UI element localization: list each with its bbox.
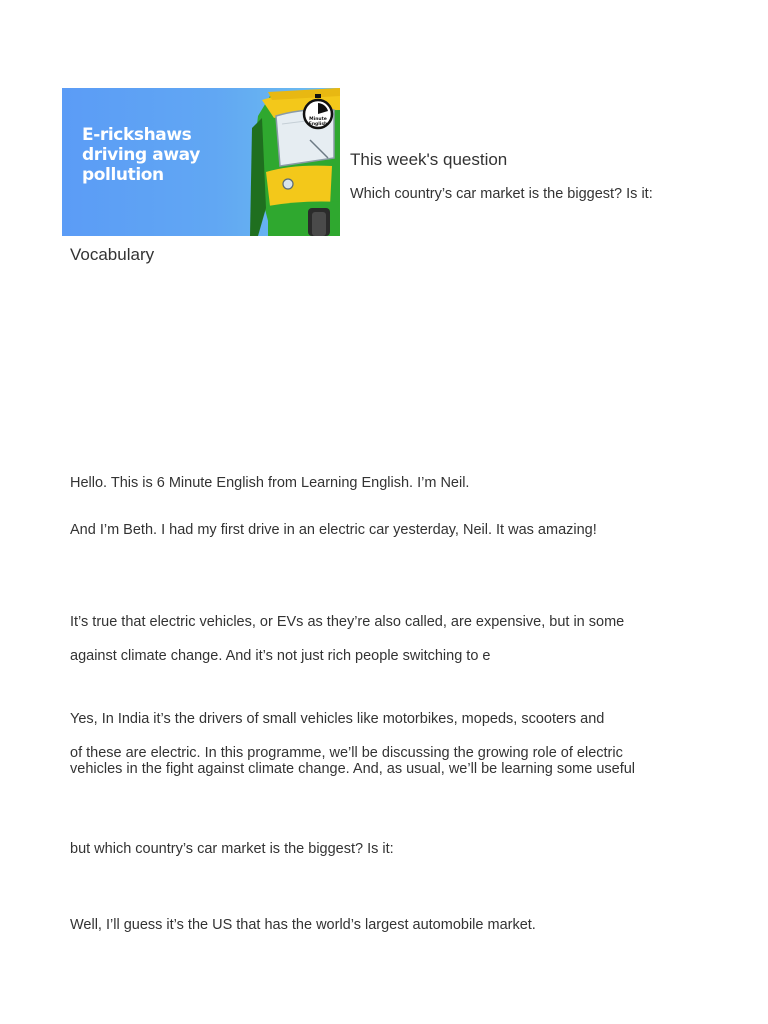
banner-title-line: E-rickshaws — [82, 125, 192, 145]
question-text: Which country’s car market is the biggest? Is it: — [350, 186, 653, 202]
banner-title-line: pollution — [82, 165, 164, 185]
transcript-line: of these are electric. In this programme, we’ll be discussing the growing role of electric — [70, 745, 623, 761]
article-banner-image — [62, 88, 340, 236]
stopwatch-icon — [302, 94, 334, 130]
question-heading: This week's question — [350, 150, 508, 169]
vocabulary-heading: Vocabulary — [70, 245, 155, 264]
svg-text:English: English — [308, 122, 328, 127]
transcript-line: Hello. This is 6 Minute English from Learning English. I’m Neil. — [70, 475, 470, 491]
rickshaw-illustration — [62, 88, 340, 236]
transcript-line: And I’m Beth. I had my first drive in an electric car yesterday, Neil. It was amazing! — [70, 522, 597, 538]
transcript-line: Well, I’ll guess it’s the US that has the world’s largest automobile market. — [70, 917, 536, 933]
transcript-line: against climate change. And it’s not just rich people switching to e — [70, 648, 491, 664]
transcript-line: Yes, In India it’s the drivers of small vehicles like motorbikes, mopeds, scooters and — [70, 711, 605, 727]
transcript-line: It’s true that electric vehicles, or EVs as they’re also called, are expensive, but in some — [70, 614, 625, 630]
transcript-line: vehicles in the fight against climate change. And, as usual, we’ll be learning some useful — [70, 761, 636, 777]
banner-title-line: driving away — [82, 145, 200, 165]
transcript-line: but which country’s car market is the biggest? Is it: — [70, 841, 394, 857]
svg-text:Minute: Minute — [309, 117, 327, 122]
